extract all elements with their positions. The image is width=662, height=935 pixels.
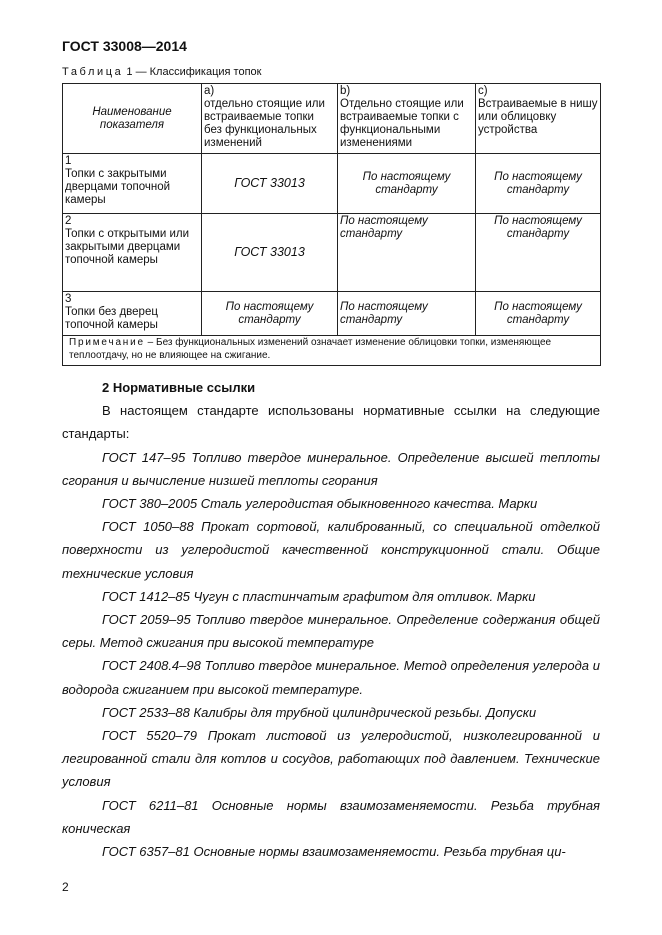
col-a-text: отдельно стоящие или встраиваемые топки без функциональных изменений [204,98,325,149]
section-intro: В настоящем стандарте использованы нормативные ссылки на следующие стандарты: [62,403,600,442]
row-col-b: По настоящему стандарту [338,292,476,336]
note-text: – Без функциональных изменений означает изменение облицовки топки, изменяющее теплоотдачу, но не влияющее на сжигание. [69,337,552,361]
reference-item: ГОСТ 2059–95 Топливо твердое минеральное. Определение содержания общей серы. Метод сжигания при высокой температуре [62,612,600,651]
section-title: 2 Нормативные ссылки [102,380,256,395]
row-col-a: По настоящему стандарту [202,292,338,336]
col-a-letter: a) [204,85,215,97]
reference-item: ГОСТ 2408.4–98 Топливо твердое минеральное. Метод определения углерода и водорода сжиганием при высокой температуре. [62,658,600,697]
table-caption [62,66,261,78]
row-number: 3 [65,293,72,305]
reference-item: ГОСТ 380–2005 Сталь углеродистая обыкновенного качества. Марки [102,496,538,512]
row-col-c: По настоящему стандарту [476,214,601,292]
row-name-cell [63,292,202,336]
col-b-text: Отдельно стоящие или встраиваемые топки с функциональными изменениями [340,98,464,149]
reference-item: ГОСТ 147–95 Топливо твердое минеральное. Определение высшей теплоты сгорания и вычисление низшей теплоты сгорания [62,449,600,488]
row-col-a: ГОСТ 33013 [202,154,338,214]
table-caption-word: Таблица [62,66,124,78]
row-col-b: По настоящему стандарту [338,214,476,292]
reference-item: ГОСТ 5520–79 Прокат листовой из углеродистой, низколегированной и легированной стали для котлов и сосудов, работающих под давлением. Технические условия [62,728,600,790]
row-number: 2 [65,215,72,227]
table-note-row [63,336,601,366]
row-col-a: ГОСТ 33013 [202,214,338,292]
header-col-b [338,84,476,154]
row-col-c: По настоящему стандарту [476,154,601,214]
reference-item: ГОСТ 1412–85 Чугун с пластинчатым графитом для отливок. Марки [102,588,536,604]
reference-item: ГОСТ 1050–88 Прокат сортовой, калиброванный, со специальной отделкой поверхности из углеродистой качественной конструкционной стали. Общие технические условия [62,519,600,581]
reference-item: ГОСТ 6357–81 Основные нормы взаимозаменяемости. Резьба трубная ци- [102,844,566,860]
header-name-cell: Наименование показателя [63,84,202,154]
row-name-cell [63,154,202,214]
table-note [63,336,601,366]
reference-item: ГОСТ 2533–88 Калибры для трубной цилиндрической резьбы. Допуски [102,704,537,720]
row-number: 1 [65,155,72,167]
classification-table [62,83,601,366]
reference-item: ГОСТ 6211–81 Основные нормы взаимозаменяемости. Резьба трубная коническая [62,797,600,836]
table-row [63,214,601,292]
document-header: ГОСТ 33008—2014 [62,38,187,54]
header-col-c [476,84,601,154]
table-row [63,292,601,336]
row-col-c: По настоящему стандарту [476,292,601,336]
table-header-row [63,84,601,154]
table-row [63,154,601,214]
normative-references-section [62,376,600,863]
page-number: 2 [62,880,69,894]
row-name: Топки без дверец топочной камеры [65,306,158,331]
row-col-b: По настоящему стандарту [338,154,476,214]
col-c-text: Встраиваемые в нишу или облицовку устройства [478,98,598,136]
table-caption-text: 1 — Классификация топок [126,66,262,78]
note-word: Примечание [69,337,145,348]
header-col-a [202,84,338,154]
row-name-cell [63,214,202,292]
col-b-letter: b) [340,85,351,97]
col-c-letter: c) [478,85,488,97]
row-name: Топки с открытыми или закрытыми дверцами топочной камеры [65,228,190,266]
row-name: Топки с закрытыми дверцами топочной камеры [65,168,171,206]
